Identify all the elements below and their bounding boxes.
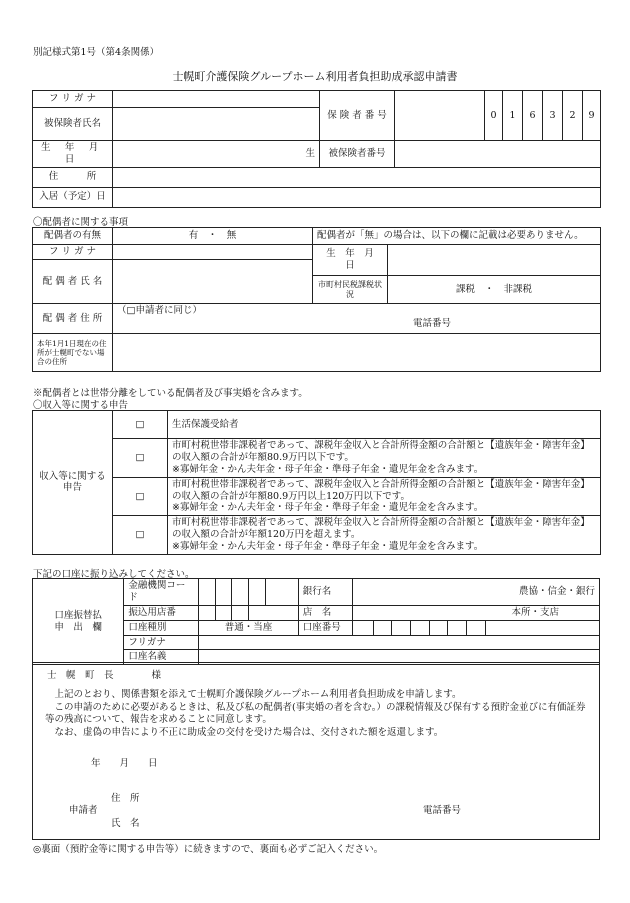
account-number-label: 口座番号 [298, 620, 352, 635]
page-title: 士幌町介護保険グループホーム利用者負担助成承認申請書 [172, 70, 458, 83]
account-number-digit[interactable] [448, 620, 467, 635]
insured-name-field[interactable] [113, 108, 320, 141]
declaration-box [32, 662, 600, 840]
spouse-exists-label: 配偶者の有無 [33, 228, 113, 245]
account-number-digit[interactable] [485, 620, 599, 635]
birth-suffix: 生 [305, 147, 315, 159]
insured-furigana-field[interactable] [113, 91, 320, 108]
move-in-date-label: 入居（予定）日 [33, 187, 113, 207]
insured-address-label: 住 所 [33, 167, 113, 187]
income-option-welfare: 生活保護受給者 [168, 411, 601, 439]
pension-note: ※寡婦年金・かん夫年金・母子年金・準母子年金・遺児年金を含みます。 [172, 463, 484, 475]
spouse-name-field[interactable] [113, 260, 313, 304]
jan1-address-field[interactable] [113, 334, 601, 372]
declaration-text [45, 689, 590, 739]
spouse-tax-choice[interactable]: 課税 ・ 非課税 [388, 276, 601, 304]
spouse-name-label: 配 偶 者 氏 名 [33, 260, 113, 304]
insurer-digit: 9 [583, 91, 601, 141]
addressee: 士 幌 町 長 様 [47, 670, 162, 681]
holder-furigana-label: フリガナ [124, 635, 199, 650]
spouse-footnote: ※配偶者とは世帯分離をしている配偶者及び事実婚を含みます。 [33, 388, 308, 399]
income-section-heading: 〇収入等に関する申告 [33, 400, 129, 411]
insurer-digit: 3 [543, 91, 563, 141]
account-number-digit[interactable] [392, 620, 411, 635]
insurer-digit: 0 [485, 91, 503, 141]
insured-name-label: 被保険者氏名 [33, 108, 113, 141]
bank-name-label: 銀行名 [298, 579, 352, 606]
insured-number-field[interactable] [395, 141, 601, 168]
bank-types: 農協・信金・銀行 [518, 585, 595, 597]
spouse-table [32, 227, 601, 372]
income-option-under-80-9: 市町村税世帯非課税者であって、課税年金収入と合計所得金額の合計額と【遺族年金・障害年金】の収入額の合計が年額80.9万円以下です。 ※寡婦年金・かん夫年金・母子年金・準母子年金・遺児年金を含みます。 [168, 439, 601, 478]
account-holder-label: 口座名義 [124, 650, 199, 665]
account-type-label: 口座種別 [124, 620, 199, 635]
pension-note: ※寡婦年金・かん夫年金・母子年金・準母子年金・遺児年金を含みます。 [172, 502, 484, 514]
institution-code-digit[interactable] [248, 579, 265, 606]
account-number-digit[interactable] [429, 620, 448, 635]
institution-code-digit[interactable] [232, 579, 249, 606]
spouse-exists-choice[interactable]: 有 ・ 無 [113, 228, 313, 245]
insured-number-label: 被保険者番号 [320, 141, 395, 168]
jan1-address-label: 本年1月1日現在の住所が士幌町でない場合の住所 [33, 334, 113, 372]
bank-intro: 下記の口座に振り込みしてください。 [33, 569, 195, 580]
spouse-furigana-field[interactable] [113, 245, 313, 260]
income-option-over-120: 市町村税世帯非課税者であって、課税年金収入と合計所得金額の合計額と【遺族年金・障害年金】の収入額の合計が年額120万円を超えます。 ※寡婦年金・かん夫年金・母子年金・準母子年金・遺児年金を含みます。 [168, 516, 601, 555]
branch-number-digit[interactable] [215, 605, 232, 620]
bank-name-field[interactable] [352, 579, 599, 606]
applicant-label: 申請者 [69, 805, 98, 816]
same-as-applicant-checkbox[interactable]: （□申請者に同じ） [117, 305, 202, 316]
spouse-note: 配偶者が「無」の場合は、以下の欄に記載は必要ありません。 [313, 228, 601, 245]
income-label: 収入等に関する申告 [33, 411, 113, 555]
branch-name-field[interactable] [352, 605, 599, 620]
account-number-digit[interactable] [410, 620, 429, 635]
move-in-date-field[interactable] [113, 187, 601, 207]
footer-note: ◎裏面（預貯金等に関する申告等）に続きますので、裏面も必ずご記入ください。 [33, 844, 384, 855]
insurer-digit: 6 [523, 91, 543, 141]
branch-name-label: 店 名 [298, 605, 352, 620]
declaration-paragraph: 上記のとおり、関係書類を添えて士幌町介護保険グループホーム利用者負担助成を申請します。 [54, 689, 462, 700]
applicant-phone-label: 電話番号 [423, 805, 462, 816]
income-checkbox[interactable]: □ [113, 439, 168, 478]
applicant-address-label: 住 所 [111, 793, 140, 804]
spouse-address-field[interactable] [113, 304, 601, 334]
bank-table [32, 578, 600, 665]
insured-address-field[interactable] [113, 167, 601, 187]
bank-section-label: 口座振替払 申 出 欄 [33, 579, 124, 665]
applicant-name-label: 氏 名 [111, 818, 140, 829]
branch-number-digit[interactable] [199, 605, 216, 620]
spouse-section-heading: 〇配偶者に関する事項 [33, 217, 129, 228]
insurer-digit: 2 [563, 91, 583, 141]
account-type-choice[interactable]: 普通・当座 [199, 620, 299, 635]
income-checkbox[interactable]: □ [113, 411, 168, 439]
spouse-furigana-label: フ リ ガ ナ [33, 245, 113, 260]
branch-number-label: 振込用店番 [124, 605, 199, 620]
insurer-number-label: 保 険 者 番 号 [320, 91, 395, 141]
income-option-80-9-to-120: 市町村税世帯非課税者であって、課税年金収入と合計所得金額の合計額と【遺族年金・障害年金】の収入額の合計が年額80.9万円以上120万円以下です。 ※寡婦年金・かん夫年金・母子年金・準母子年金・遺児年金を含みます。 [168, 477, 601, 516]
holder-furigana-field[interactable] [199, 635, 600, 650]
spouse-birth-field[interactable] [388, 245, 601, 276]
declaration-paragraph: この申請のために必要があるときは、私及び私の配偶者(事実婚の者を含む。）の課税情報及び保有する預貯金並びに有価証券等の残高について、報告を求めることに同意します。 [45, 701, 586, 726]
spouse-tax-label: 市町村民税課税状況 [313, 276, 388, 304]
pension-note: ※寡婦年金・かん夫年金・母子年金・準母子年金・遺児年金を含みます。 [172, 541, 484, 552]
account-number-digit[interactable] [373, 620, 392, 635]
branch-types: 本所・支店 [511, 606, 559, 618]
institution-code-label: 金融機関コード [124, 579, 199, 606]
insurer-digit: 1 [503, 91, 523, 141]
insured-birth-label: 生 年 月 日 [33, 141, 113, 168]
insured-birth-field[interactable] [113, 141, 320, 168]
spouse-address-label: 配 偶 者 住 所 [33, 304, 113, 334]
insured-table [32, 90, 601, 208]
institution-code-digit[interactable] [215, 579, 232, 606]
insured-furigana-label: フ リ ガ ナ [33, 91, 113, 108]
spouse-phone-label: 電話番号 [413, 318, 452, 329]
income-table [32, 410, 601, 555]
institution-code-digit[interactable] [199, 579, 216, 606]
income-checkbox[interactable]: □ [113, 516, 168, 555]
form-reference: 別記様式第1号（第4条関係） [33, 47, 160, 58]
application-date[interactable]: 年 月 日 [91, 758, 158, 769]
spouse-birth-label: 生 年 月 日 [313, 245, 388, 276]
declaration-paragraph: なお、虚偽の申告により不正に助成金の交付を受けた場合は、交付された額を返還します。 [54, 726, 444, 738]
branch-number-digit[interactable] [232, 605, 249, 620]
account-number-digit[interactable] [466, 620, 485, 635]
income-checkbox[interactable]: □ [113, 477, 168, 516]
